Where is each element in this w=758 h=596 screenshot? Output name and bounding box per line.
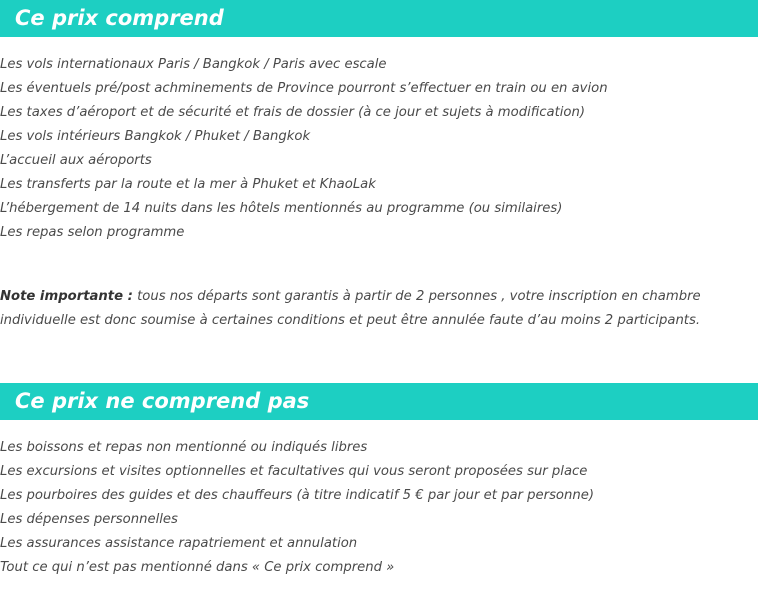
- list-item: Les excursions et visites optionnelles et facultatives qui vous seront proposées sur place: [0, 464, 588, 479]
- list-item: Tout ce qui n’est pas mentionné dans « Ce prix comprend »: [0, 560, 395, 575]
- list-item: Les repas selon programme: [0, 225, 185, 240]
- note-label: Note importante :: [0, 289, 133, 304]
- section-header-includes: [0, 0, 758, 37]
- list-item: Les assurances assistance rapatriement et annulation: [0, 536, 358, 551]
- list-item: L’accueil aux aéroports: [0, 153, 152, 168]
- list-item: Les pourboires des guides et des chauffeurs (à titre indicatif 5 € par jour et par personne): [0, 488, 594, 503]
- section-header-excludes: [0, 383, 758, 420]
- note-text: tous nos départs sont garantis à partir de 2 personnes , votre inscription en chambre individuelle est donc soumise à certaines conditions et peut être annulée faute d’au moins 2 participants.: [0, 289, 701, 328]
- list-item: Les transferts par la route et la mer à Phuket et KhaoLak: [0, 177, 376, 192]
- list-item: Les dépenses personnelles: [0, 512, 178, 527]
- important-note: [0, 285, 758, 333]
- list-item: Les boissons et repas non mentionné ou indiqués libres: [0, 440, 368, 455]
- section-title-excludes: Ce prix ne comprend pas: [15, 389, 310, 413]
- list-item: Les taxes d’aéroport et de sécurité et frais de dossier (à ce jour et sujets à modification): [0, 105, 586, 120]
- list-item: Les éventuels pré/post achminements de Province pourront s’effectuer en train ou en avion: [0, 81, 608, 96]
- section-title-includes: Ce prix comprend: [15, 6, 224, 30]
- list-item: L’hébergement de 14 nuits dans les hôtels mentionnés au programme (ou similaires): [0, 201, 563, 216]
- list-item: Les vols intérieurs Bangkok / Phuket / Bangkok: [0, 129, 311, 144]
- list-item: Les vols internationaux Paris / Bangkok / Paris avec escale: [0, 57, 387, 72]
